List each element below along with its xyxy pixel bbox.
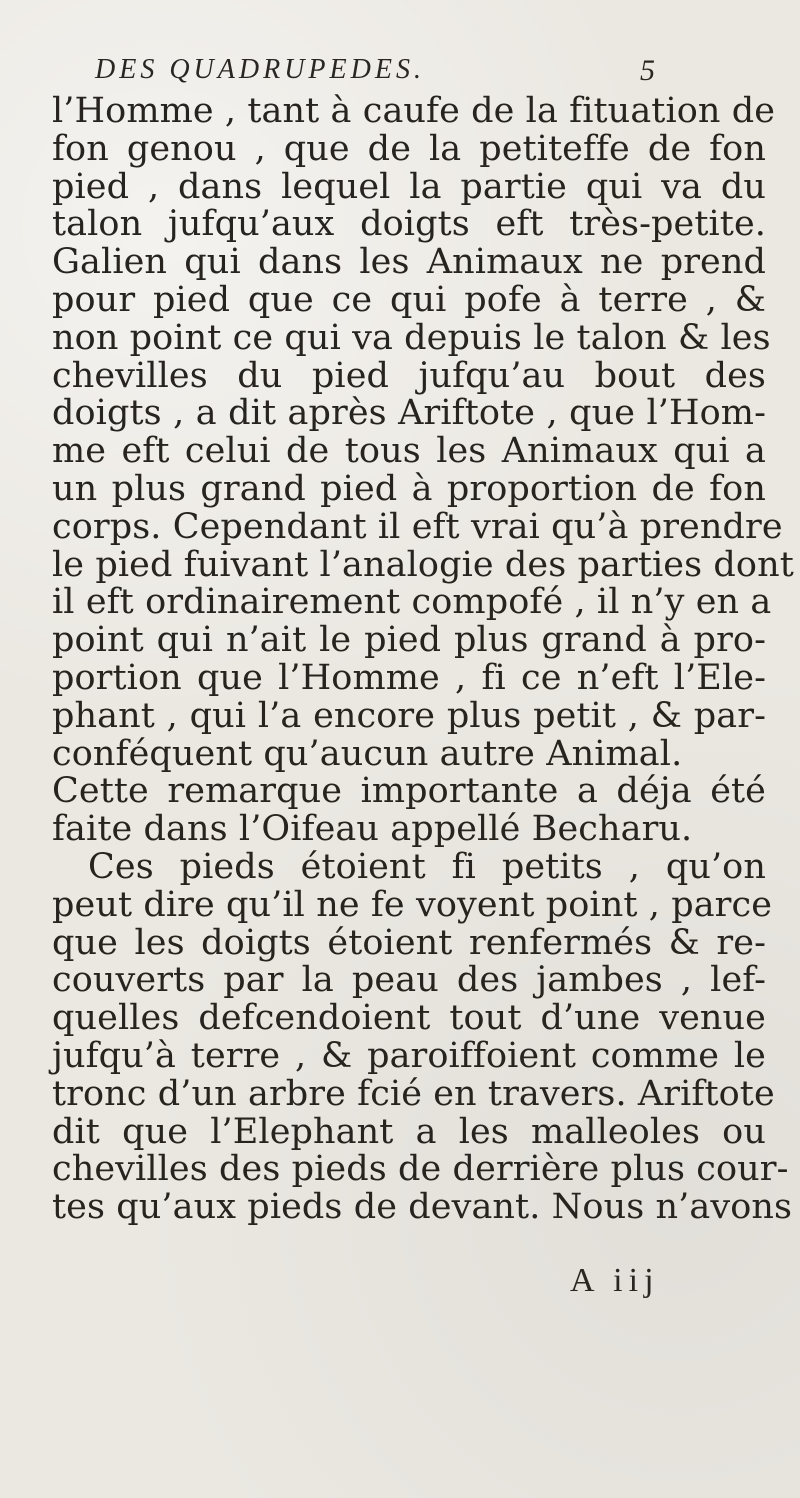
text-line: l’Homme , tant à caufe de la fituation de xyxy=(52,91,776,131)
text-line: fon genou , que de la petiteffe de fon xyxy=(52,128,766,169)
text-line: me eft celui de tous les Animaux qui a xyxy=(52,431,766,472)
text-line: pour pied que ce qui pofe à terre , & xyxy=(52,279,766,320)
text-line: pied , dans lequel la partie qui va du xyxy=(52,166,766,207)
text-line: phant , qui l’a encore plus petit , & par- xyxy=(52,695,766,736)
text-line: talon jufqu’aux doigts eft très-petite. xyxy=(52,204,766,245)
text-line: dit que l’Elephant a les malleoles ou xyxy=(52,1111,766,1152)
text-line: conféquent qu’aucun autre Animal. xyxy=(52,733,683,774)
text-line: le pied fuivant l’analogie des parties dont xyxy=(52,544,794,585)
text-line: quelles defcendoient tout d’une venue xyxy=(52,998,766,1039)
body-text xyxy=(52,91,794,1228)
text-line: Cette remarque importante a déja été xyxy=(52,771,766,812)
text-line: il eft ordinairement compofé , il n’y en a xyxy=(52,582,772,623)
text-line: que les doigts étoient renfermés & re- xyxy=(52,922,766,963)
page-number: 5 xyxy=(640,54,655,87)
text-line: peut dire qu’il ne fe voyent point , parce xyxy=(52,884,773,925)
text-line: Ces pieds étoient fi petits , qu’on xyxy=(88,846,766,887)
text-line: jufqu’à terre , & paroiffoient comme le xyxy=(52,1035,766,1076)
text-line: faite dans l’Oifeau appellé Becharu. xyxy=(52,809,693,850)
signature-mark: A iij xyxy=(570,1262,660,1299)
text-line: tes qu’aux pieds de devant. Nous n’avons xyxy=(52,1187,793,1228)
text-line: point qui n’ait le pied plus grand à pro- xyxy=(52,620,766,661)
text-line: doigts , a dit après Ariftote , que l’Hom- xyxy=(52,393,766,434)
text-line: non point ce qui va depuis le talon & les xyxy=(52,317,771,358)
text-line: un plus grand pied à proportion de fon xyxy=(52,468,766,509)
text-line: corps. Cependant il eft vrai qu’à prendre xyxy=(52,506,783,547)
text-line: tronc d’un arbre fcié en travers. Ariftote xyxy=(52,1073,775,1114)
text-line: chevilles du pied jufqu’au bout des xyxy=(52,355,766,396)
text-line: portion que l’Homme , fi ce n’eft l’Ele- xyxy=(52,657,766,698)
text-line: couverts par la peau des jambes , lef- xyxy=(52,960,766,1001)
text-line: Galien qui dans les Animaux ne prend xyxy=(52,242,766,283)
running-title: DES QUADRUPEDES. xyxy=(95,54,425,85)
text-line: chevilles des pieds de derrière plus cour- xyxy=(52,1149,789,1190)
